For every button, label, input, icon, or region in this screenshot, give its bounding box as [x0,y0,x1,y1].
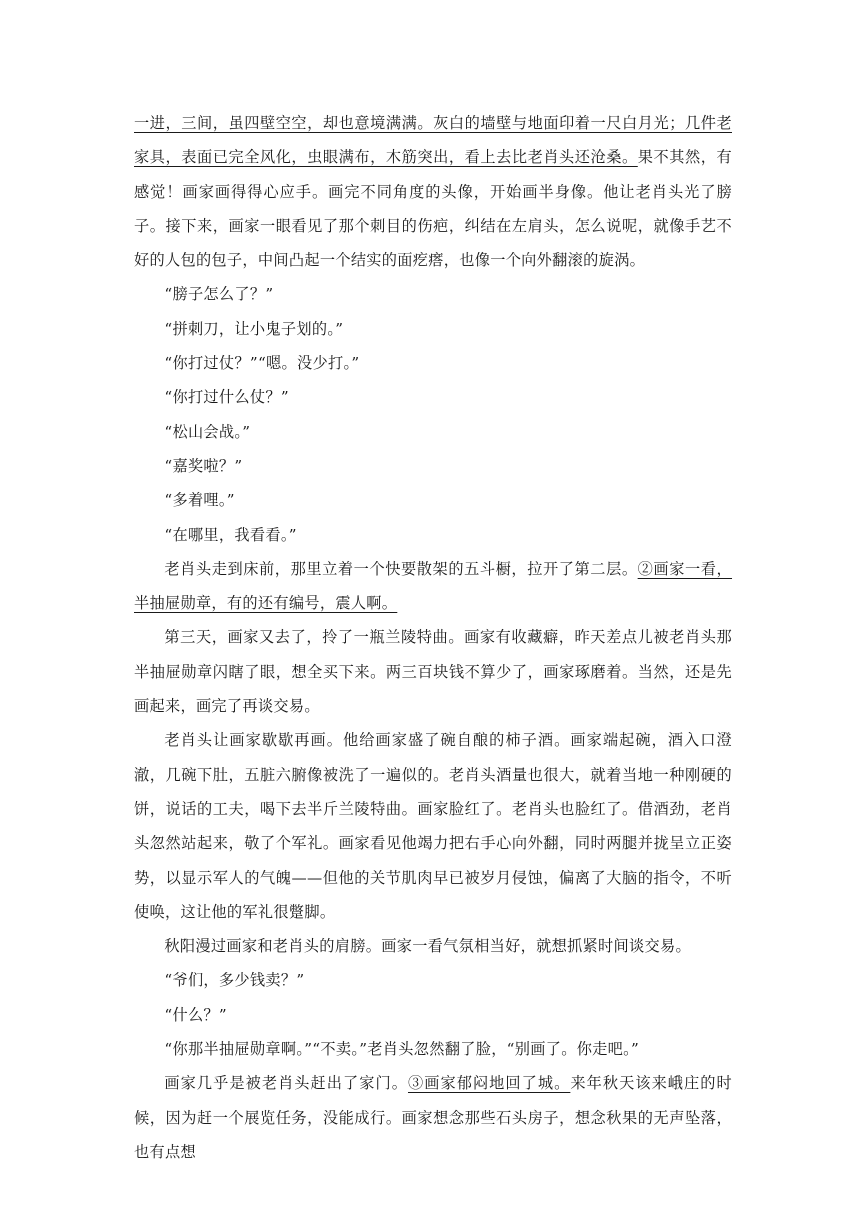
text-segment: “在哪里，我看看。” [164,525,297,544]
dialogue-line [134,963,732,997]
text-segment: 秋阳漫过画家和老肖头的肩膀。画家一看气氛相当好，就想抓紧时间谈交易。 [164,937,691,956]
paragraph [134,1066,732,1169]
text-segment: “膀子怎么了？” [164,285,274,304]
dialogue-line [134,312,732,346]
text-segment: 老肖头让画家歇歇再画。他给画家盛了碗自酿的柿子酒。画家端起碗，酒入口澄澈，几碗下肚，五脏六腑像被洗了一遍似的。老肖头酒量也很大，就着当地一种刚硬的饼，说话的工夫，喝下去半斤兰陵特曲。画家脸红了。老肖头也脸红了。借酒劲，老肖头忽然站起来，敬了个军礼。画家看见他竭力把右手心向外翻，同时两腿并拢呈立正姿势，以显示军人的气魄——但他的关节肌肉早已被岁月侵蚀，偏离了大脑的指令，不听使唤，这让他的军礼很蹩脚。 [134,731,732,921]
article-body [134,106,732,1169]
paragraph [134,929,732,963]
text-segment: “你打过仗？”“嗯。没少打。” [164,354,360,373]
dialogue-line [134,346,732,380]
text-segment: 果不其然，有感觉！画家画得得心应手。画完不同角度的头像，开始画半身像。他让老肖头光了膀子。接下来，画家一眼看见了那个刺目的伤疤，纠结在左肩头，怎么说呢，就像手艺不好的人包的包子，中间凸起一个结实的面疙瘩，也像一个向外翻滚的旋涡。 [134,148,732,270]
dialogue-line [134,380,732,414]
text-segment: “松山会战。” [164,422,251,441]
text-segment: 老肖头走到床前，那里立着一个快要散架的五斗橱，拉开了第二层。 [164,559,638,578]
text-segment: “多着哩。” [164,491,235,510]
text-segment: “拼刺刀，让小鬼子划的。” [164,319,344,338]
dialogue-line [134,1032,732,1066]
text-segment: “爷们，多少钱卖？” [164,971,305,990]
text-segment: “你打过什么仗？” [164,388,289,407]
dialogue-line [134,277,732,311]
underlined-sentence: 一进，三间，虽四壁空空，却也意境满满。灰白的墙壁与地面印着一尺白月光；几件老家具，表面已完全风化，虫眼满布，木筋突出，看上去比老肖头还沧桑。 [134,114,732,167]
paragraph [134,552,732,621]
paragraph [134,106,732,277]
paragraph [134,620,732,723]
text-segment: 第三天，画家又去了，拎了一瓶兰陵特曲。画家有收藏癖，昨天差点儿被老肖头那半抽屉勋章闪瞎了眼，想全买下来。两三百块钱不算少了，画家琢磨着。当然，还是先画起来，画完了再谈交易。 [134,628,732,716]
text-segment: “嘉奖啦？” [164,456,243,475]
text-segment: 来年秋天该来峨庄的时候，因为赶一个展览任务，没能成行。画家想念那些石头房子，想念秋果的无声坠落，也有点想 [134,1074,733,1161]
dialogue-line [134,415,732,449]
dialogue-line [134,449,732,483]
dialogue-line [134,998,732,1032]
text-segment: 画家几乎是被老肖头赶出了家门。 [164,1074,408,1093]
underlined-sentence: ③画家郁闷地回了城。 [407,1074,571,1093]
text-segment: “什么？” [164,1005,227,1024]
dialogue-line [134,518,732,552]
dialogue-line [134,483,732,517]
underlined-sentence: ②画家一看，半抽屉勋章，有的还有编号，震人啊。 [134,559,733,613]
paragraph [134,723,732,929]
text-segment: “你那半抽屉勋章啊。”“不卖。”老肖头忽然翻了脸，“别画了。你走吧。” [164,1040,640,1059]
